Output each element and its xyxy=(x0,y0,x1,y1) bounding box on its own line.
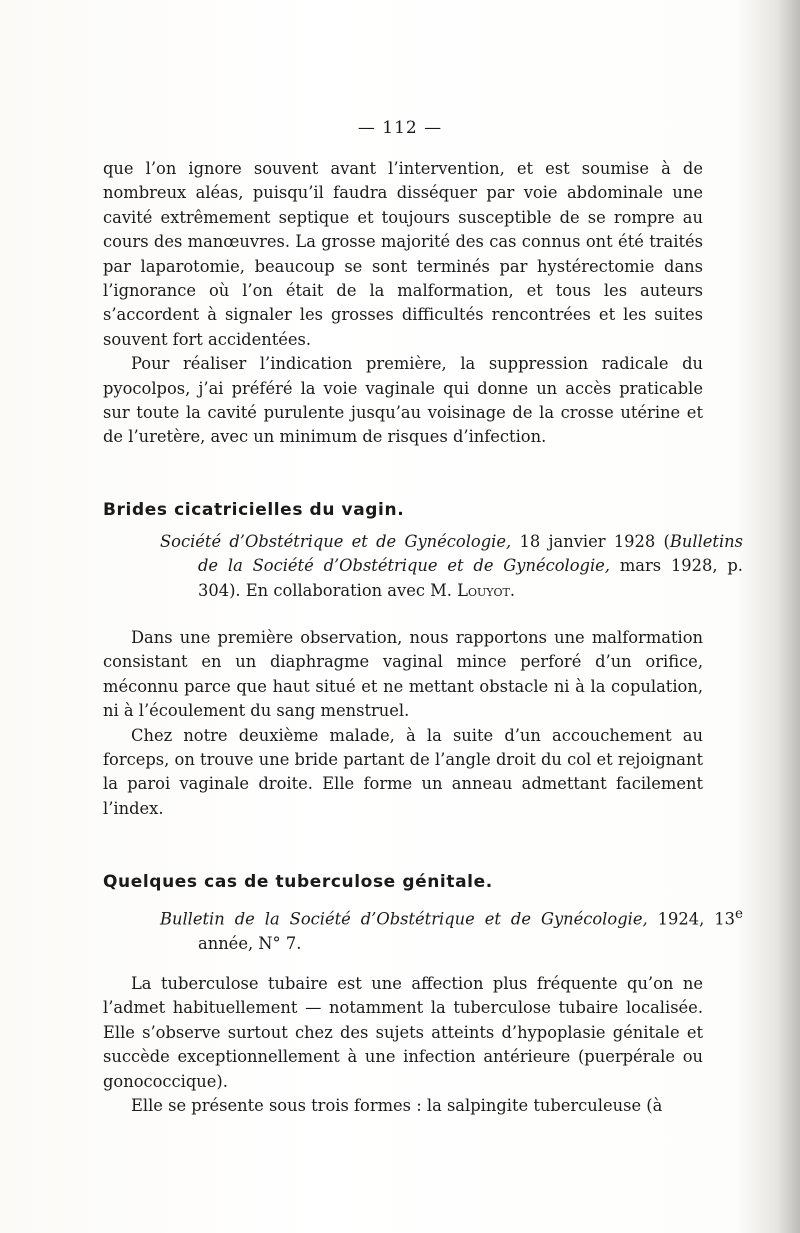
section-1-ref-rest: mars 1928, p. 304). En collaboration avec M. xyxy=(198,556,743,600)
page-number: — 112 — xyxy=(357,118,443,138)
section-1-title: Brides cicatricielles du vagin. xyxy=(103,500,405,520)
section-1-ref-author: Louyot xyxy=(457,580,510,600)
section-1-ref-bulletin: Bulletins de la Société d’Obstétrique et de Gynécologie, xyxy=(198,532,743,576)
section-2-paragraph-1: La tuberculose tubaire est une affection plus fréquente qu’on ne l’admet habituellement — notamment la tuberculose tubaire localisée. Elle s’observe surtout chez des sujets atteints d’hypoplasie génitale et succède exceptionnellement à une infection antérieure (puerpérale ou gonococcique). xyxy=(103,974,703,1091)
section-1-paragraph-1: Dans une première observation, nous rapportons une malformation consistant en un diaphragme vaginal mince perforé d’un orifice, méconnu parce que haut situé et ne mettant obstacle ni à la copulation, ni à l’écoulement du sang menstruel. xyxy=(103,628,703,721)
section-2-ref-end: année, N° 7. xyxy=(198,933,302,953)
section-1-ref-end: . xyxy=(509,580,516,600)
section-1-reference xyxy=(160,530,743,603)
section-2-ref-rest: 1924, 13 xyxy=(647,909,735,929)
section-1-text xyxy=(103,626,703,821)
section-2-paragraph-2: Elle se présente sous trois formes : la salpingite tuberculeuse (à xyxy=(131,1096,663,1116)
section-2-ref-sup: e xyxy=(734,906,743,922)
intro-text xyxy=(103,157,703,450)
intro-paragraph-2: Pour réaliser l’indication première, la suppression radicale du pyocolpos, j’ai préféré la voie vaginale qui donne un accès praticable sur toute la cavité purulente jusqu’au voisinage de la crosse utérine et de l’uretère, avec un minimum de risques d’infection. xyxy=(103,354,703,447)
section-2-title: Quelques cas de tuberculose génitale. xyxy=(103,872,493,892)
section-2-reference xyxy=(160,902,743,956)
section-1-ref-journal: Société d’Obstétrique et de Gynécologie, xyxy=(160,532,512,551)
intro-paragraph-1: que l’on ignore souvent avant l’intervention, et est soumise à de nombreux aléas, puisqu’il faudra disséquer par voie abdominale une cavité extrêmement septique et toujours susceptible de se rompre au cours des manœuvres. La grosse majorité des cas connus ont été traités par laparotomie, beaucoup se sont terminés par hystérectomie dans l’ignorance où l’on était de la malformation, et tous les auteurs s’accordent à signaler les grosses difficultés rencontrées et les suites souvent fort accidentées. xyxy=(103,159,703,349)
section-1-paragraph-2: Chez notre deuxième malade, à la suite d’un accouchement au forceps, on trouve une bride partant de l’angle droit du col et rejoignant la paroi vaginale droite. Elle forme un anneau admettant facilement l’index. xyxy=(103,725,703,818)
section-2-ref-journal: Bulletin de la Société d’Obstétrique et de Gynécologie, xyxy=(160,909,648,929)
section-2-text xyxy=(103,972,703,1118)
section-1-ref-date: 18 janvier 1928 ( xyxy=(511,532,670,551)
